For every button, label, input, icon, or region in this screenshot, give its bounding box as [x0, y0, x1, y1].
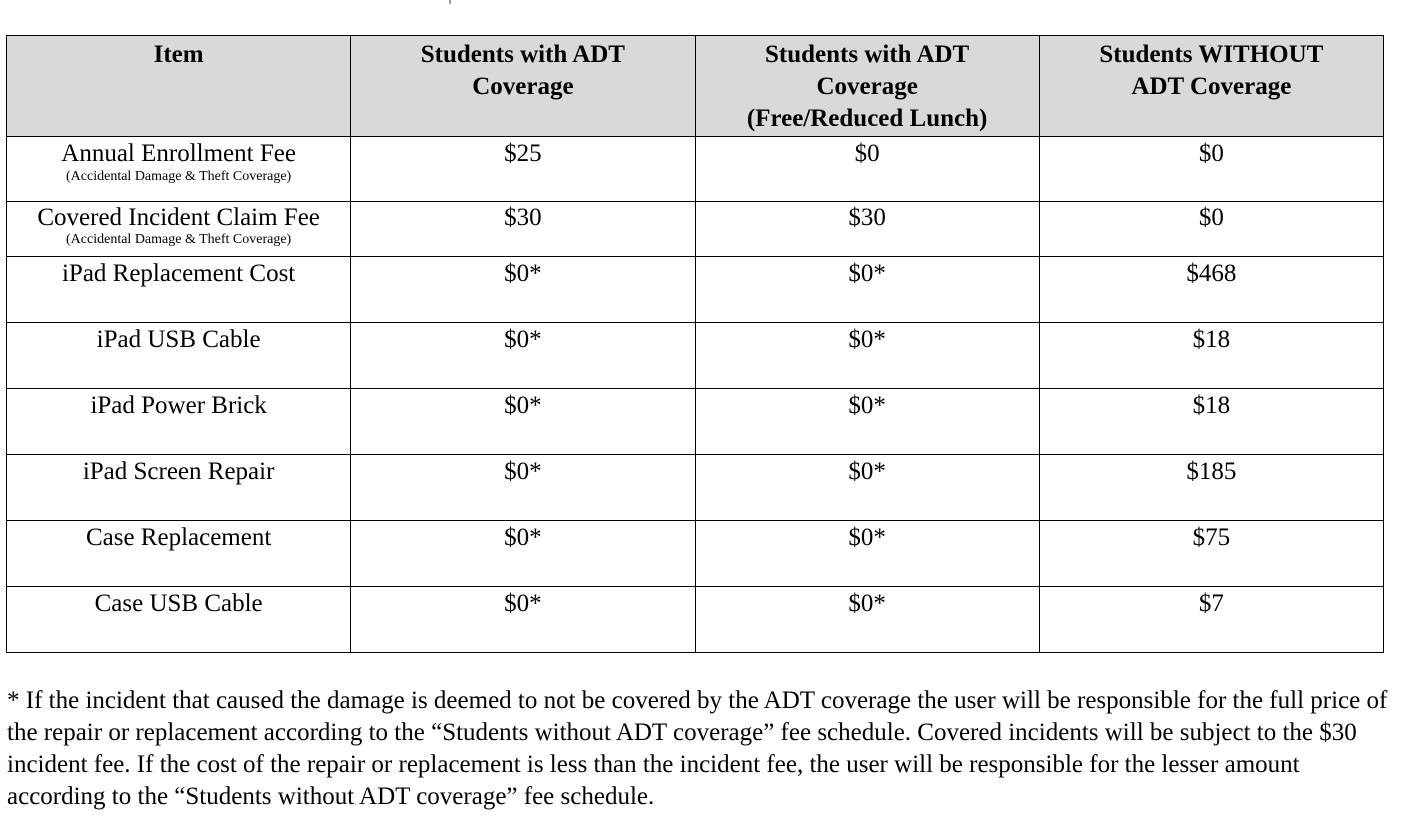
footnote-text: * If the incident that caused the damage is deemed to not be covered by the ADT coverage the user will be responsible for the full price of the repair or replacement according to the “Students without ADT coverage” fee schedule. Covered incidents will be subject to the $30 incident fee. If the cost of the repair or replacement is less than the incident fee, the user will be responsible for the lesser amount according to the “Students without ADT coverage” fee schedule. [7, 687, 1388, 810]
with-adt-cell: $0* [351, 257, 695, 323]
header-item [7, 36, 351, 137]
header-with-adt-free-reduced [695, 36, 1039, 137]
with-adt-frl-cell: $0 [695, 137, 1039, 202]
table-row [7, 521, 1384, 587]
with-adt-frl-cell: $0* [695, 455, 1039, 521]
table-row [7, 587, 1384, 653]
with-adt-frl-cell: $0* [695, 323, 1039, 389]
header-item-line: Item [153, 41, 204, 68]
item-cell: Case USB Cable [7, 587, 351, 653]
table-row [7, 389, 1384, 455]
table-row [7, 323, 1384, 389]
item-cell: iPad Replacement Cost [7, 257, 351, 323]
with-adt-cell: $0* [351, 521, 695, 587]
item-name: Covered Incident Claim Fee [37, 204, 320, 231]
item-cell: iPad USB Cable [7, 323, 351, 389]
without-adt-cell: $185 [1039, 455, 1383, 521]
with-adt-cell: $0* [351, 389, 695, 455]
item-name: Annual Enrollment Fee [61, 140, 296, 167]
without-adt-cell: $7 [1039, 587, 1383, 653]
without-adt-cell: $75 [1039, 521, 1383, 587]
table-row [7, 137, 1384, 202]
with-adt-cell: $30 [351, 202, 695, 257]
header-without-adt [1039, 36, 1383, 137]
header-without-adt-line: Students WITHOUT [1099, 41, 1324, 68]
item-cell [7, 137, 351, 202]
with-adt-frl-cell: $30 [695, 202, 1039, 257]
item-subnote: (Accidental Damage & Theft Coverage) [66, 169, 292, 184]
with-adt-cell: $25 [351, 137, 695, 202]
with-adt-cell: $0* [351, 323, 695, 389]
header-with-adt-line: Students with ADT [420, 41, 625, 68]
table-row [7, 202, 1384, 257]
with-adt-frl-cell: $0* [695, 389, 1039, 455]
with-adt-frl-cell: $0* [695, 521, 1039, 587]
item-cell: iPad Power Brick [7, 389, 351, 455]
page-edge-mark [449, 0, 451, 4]
header-row [7, 36, 1384, 137]
with-adt-frl-cell: $0* [695, 257, 1039, 323]
header-with-adt-frl-line: Students with ADT [765, 41, 970, 68]
table-row [7, 257, 1384, 323]
header-with-adt [351, 36, 695, 137]
header-without-adt-line: ADT Coverage [1131, 73, 1292, 100]
without-adt-cell: $0 [1039, 202, 1383, 257]
with-adt-frl-cell: $0* [695, 587, 1039, 653]
header-with-adt-frl-line: Coverage [816, 73, 918, 100]
item-cell [7, 202, 351, 257]
header-with-adt-line: Coverage [472, 73, 574, 100]
with-adt-cell: $0* [351, 587, 695, 653]
without-adt-cell: $18 [1039, 323, 1383, 389]
without-adt-cell: $0 [1039, 137, 1383, 202]
footnote [7, 685, 1397, 813]
without-adt-cell: $468 [1039, 257, 1383, 323]
table-row [7, 455, 1384, 521]
with-adt-cell: $0* [351, 455, 695, 521]
item-subnote: (Accidental Damage & Theft Coverage) [66, 232, 292, 247]
item-cell: iPad Screen Repair [7, 455, 351, 521]
header-with-adt-frl-line: (Free/Reduced Lunch) [746, 105, 988, 132]
without-adt-cell: $18 [1039, 389, 1383, 455]
fee-table [6, 35, 1384, 653]
item-cell: Case Replacement [7, 521, 351, 587]
